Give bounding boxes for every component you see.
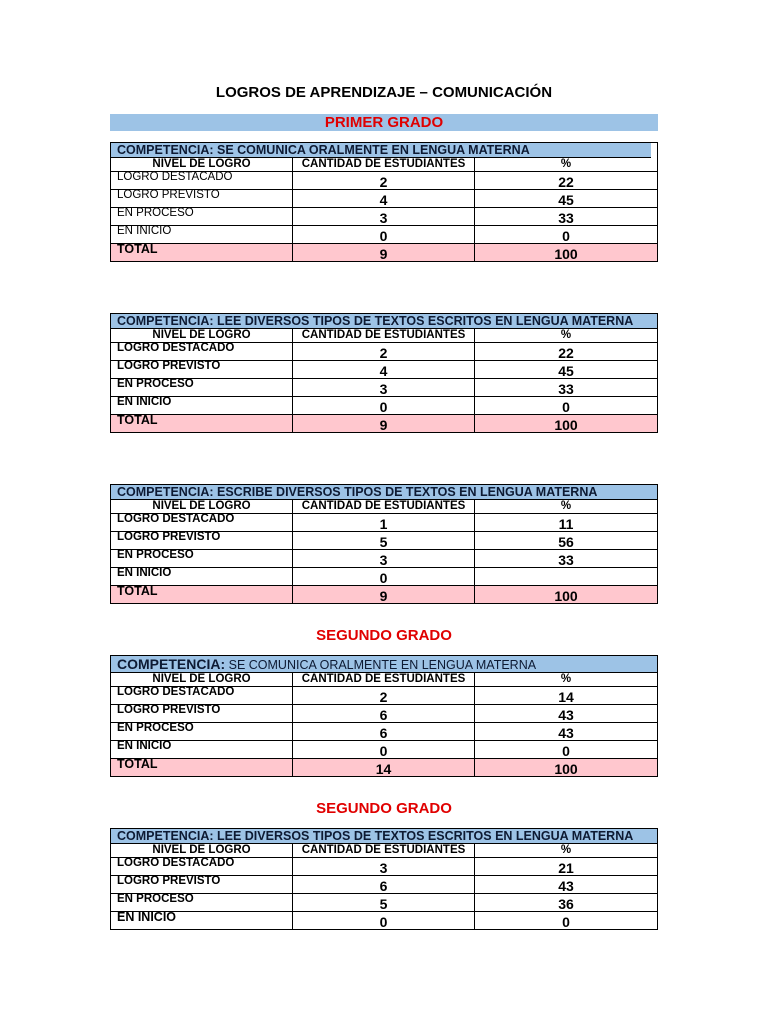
level-label: LOGRO DESTACADO [111,687,293,704]
percent-value: 22 [558,345,574,360]
column-header-row [111,673,657,687]
table-row [111,912,657,929]
percent-value: 33 [558,381,574,396]
total-count: 14 [293,759,475,776]
grade-heading-first: PRIMER GRADO [110,114,658,131]
student-count: 3 [293,858,475,875]
total-label: TOTAL [111,586,293,603]
table-row [111,741,657,759]
grade-heading-second-repeat: SEGUNDO GRADO [316,800,452,817]
total-label: TOTAL [111,415,293,432]
student-count: 5 [293,532,475,549]
percent-value: 43 [558,878,574,893]
student-count: 3 [293,208,475,225]
student-count: 0 [293,397,475,414]
percent-value: 45 [558,363,574,378]
competency-title: COMPETENCIA: ESCRIBE DIVERSOS TIPOS DE TEXTOS EN LENGUA MATERNA [111,485,657,500]
total-count: 9 [293,244,475,261]
table-row [111,226,657,244]
column-header-level: NIVEL DE LOGRO [111,158,293,171]
total-percent: 100 [554,246,578,261]
competency-table-2 [110,313,658,433]
column-header-count: CANTIDAD DE ESTUDIANTES [293,329,475,342]
student-count: 0 [293,912,475,929]
student-count: 6 [293,705,475,722]
level-label: EN PROCESO [111,723,293,740]
total-percent: 100 [554,588,578,603]
total-row [111,586,657,603]
level-label: EN INICIO [111,741,293,758]
column-header-percent: % [560,673,572,685]
table-row [111,190,657,208]
percent-value: 43 [558,707,574,722]
table-row [111,705,657,723]
student-count: 4 [293,190,475,207]
column-header-percent: % [560,844,572,856]
total-count: 9 [293,415,475,432]
level-label: LOGRO PREVISTO [111,876,293,893]
percent-value: 33 [558,210,574,225]
column-header-count: CANTIDAD DE ESTUDIANTES [293,500,475,513]
document-title: LOGROS DE APRENDIZAJE – COMUNICACIÓN [215,84,553,101]
level-label: EN PROCESO [111,894,293,911]
level-label: EN PROCESO [111,379,293,396]
competency-title: COMPETENCIA: SE COMUNICA ORALMENTE EN LENGUA MATERNA [111,143,651,158]
table-row [111,361,657,379]
total-row [111,759,657,776]
table-row [111,532,657,550]
level-label: EN INICIO [111,397,293,414]
level-label: LOGRO DESTACADO [111,858,293,875]
table-row [111,397,657,415]
student-count: 1 [293,514,475,531]
column-header-count: CANTIDAD DE ESTUDIANTES [293,844,475,857]
student-count: 6 [293,723,475,740]
percent-value: 14 [558,689,574,704]
level-label: LOGRO PREVISTO [111,705,293,722]
percent-value: 0 [562,914,570,929]
table-row [111,876,657,894]
table-row [111,568,657,586]
column-header-level: NIVEL DE LOGRO [111,500,293,513]
student-count: 0 [293,568,475,585]
table-row [111,723,657,741]
column-header-count: CANTIDAD DE ESTUDIANTES [293,673,475,686]
total-row [111,415,657,432]
table-row [111,687,657,705]
level-label: EN INICIO [111,568,293,585]
table-row [111,343,657,361]
table-row [111,894,657,912]
level-label: LOGRO DESTACADO [111,514,293,531]
grade-heading-second: SEGUNDO GRADO [316,627,452,644]
student-count: 0 [293,741,475,758]
percent-value: 21 [558,860,574,875]
table-row [111,208,657,226]
student-count: 2 [293,172,475,189]
percent-value: 45 [558,192,574,207]
table-row [111,514,657,532]
total-percent: 100 [554,761,578,776]
column-header-percent: % [560,329,572,341]
competency-title [111,656,657,673]
percent-value: 0 [562,399,570,414]
table-row [111,550,657,568]
total-label: TOTAL [111,244,293,261]
percent-value: 22 [558,174,574,189]
student-count: 4 [293,361,475,378]
column-header-row [111,500,657,514]
level-label: EN PROCESO [111,208,293,225]
column-header-level: NIVEL DE LOGRO [111,844,293,857]
level-label: LOGRO DESTACADO [111,343,293,360]
percent-value: 0 [562,228,570,243]
student-count: 0 [293,226,475,243]
percent-value: 11 [558,516,574,531]
level-label: EN INICIO [111,912,293,929]
competency-table-1 [110,142,658,262]
student-count: 6 [293,876,475,893]
column-header-percent: % [560,500,572,512]
competency-title: COMPETENCIA: LEE DIVERSOS TIPOS DE TEXTOS ESCRITOS EN LENGUA MATERNA [111,829,657,844]
level-label: LOGRO PREVISTO [111,361,293,378]
total-label: TOTAL [111,759,293,776]
level-label: LOGRO DESTACADO [111,172,293,189]
competency-table-4 [110,655,658,777]
percent-value: 33 [558,552,574,567]
column-header-row [111,158,657,172]
level-label: LOGRO PREVISTO [111,532,293,549]
level-label: LOGRO PREVISTO [111,190,293,207]
competency-table-3 [110,484,658,604]
student-count: 2 [293,687,475,704]
level-label: EN INICIO [111,226,293,243]
table-row [111,858,657,876]
column-header-count: CANTIDAD DE ESTUDIANTES [293,158,475,171]
table-row [111,379,657,397]
total-count: 9 [293,586,475,603]
column-header-row [111,329,657,343]
total-row [111,244,657,261]
competency-title-rest: SE COMUNICA ORALMENTE EN LENGUA MATERNA [228,658,537,672]
percent-value [475,568,657,585]
column-header-row [111,844,657,858]
percent-value: 0 [562,743,570,758]
percent-value: 56 [558,534,574,549]
student-count: 3 [293,379,475,396]
total-percent: 100 [554,417,578,432]
student-count: 3 [293,550,475,567]
competency-title: COMPETENCIA: LEE DIVERSOS TIPOS DE TEXTOS ESCRITOS EN LENGUA MATERNA [111,314,657,329]
table-row [111,172,657,190]
level-label: EN PROCESO [111,550,293,567]
column-header-percent: % [560,158,572,170]
column-header-level: NIVEL DE LOGRO [111,329,293,342]
student-count: 2 [293,343,475,360]
competency-table-5 [110,828,658,930]
student-count: 5 [293,894,475,911]
competency-title-lead: COMPETENCIA: [117,656,226,672]
percent-value: 43 [558,725,574,740]
percent-value: 36 [558,896,574,911]
column-header-level: NIVEL DE LOGRO [111,673,293,686]
